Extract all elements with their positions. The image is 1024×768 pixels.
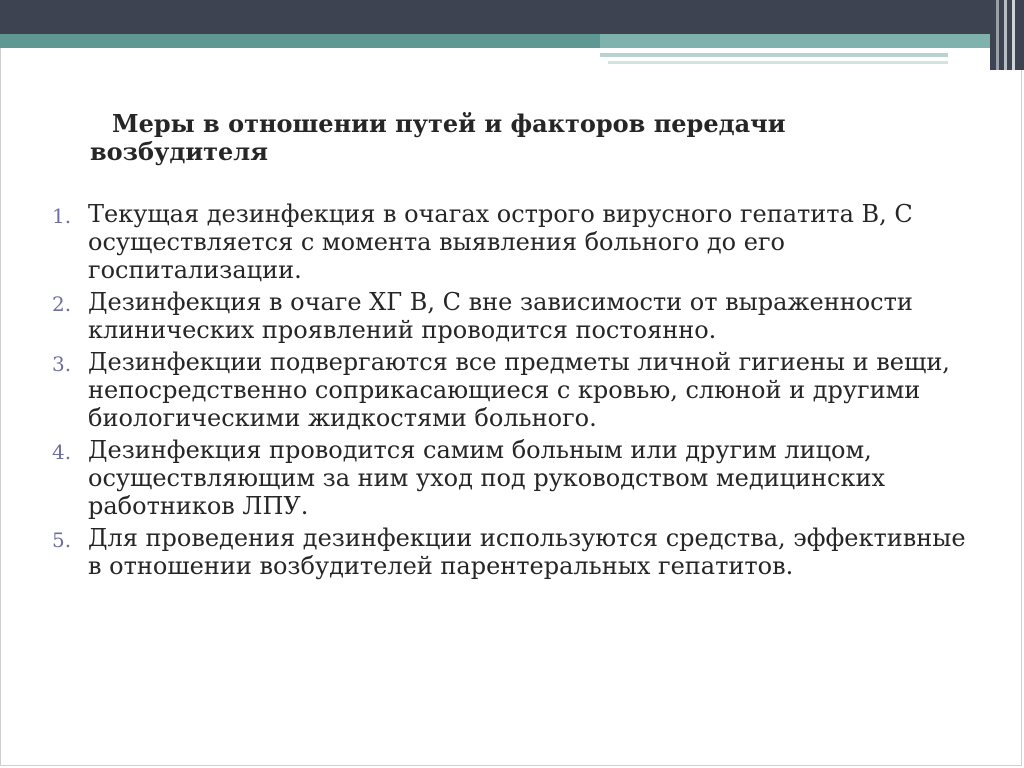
item-number: 2. — [52, 292, 72, 316]
list-item — [40, 288, 970, 344]
header-band-dark — [0, 0, 1024, 34]
item-text: Текущая дезинфекция в очагах острого вирусного гепатита В, С осуществляется с момента выявления больного до его госпитализации. — [88, 200, 913, 284]
list-item — [40, 348, 970, 432]
item-text: Дезинфекции подвергаются все предметы личной гигиены и вещи, непосредственно соприкасающиеся с кровью, слюной и другими биологическими жидкостями больного. — [88, 348, 950, 432]
stripe — [1012, 0, 1015, 70]
stripe — [996, 0, 999, 70]
header-band-teal-light — [600, 34, 1024, 48]
item-text: Дезинфекция проводится самим больным или другим лицом, осуществляющим за ним уход под руководством медицинских работников ЛПУ. — [88, 436, 886, 520]
item-number: 3. — [52, 352, 72, 376]
item-text: Дезинфекция в очаге ХГ В, С вне зависимости от выраженности клинических проявлений проводится постоянно. — [88, 288, 913, 344]
accent-line — [608, 61, 948, 64]
list-item — [40, 436, 970, 520]
list-item — [40, 200, 970, 284]
item-number: 4. — [52, 440, 72, 464]
slide-title: Меры в отношении путей и факторов передачи возбудителя — [90, 109, 786, 166]
header-stripes — [990, 0, 1024, 70]
measures-list — [40, 200, 970, 584]
header-accent-lines — [600, 48, 1024, 70]
list-item — [40, 524, 970, 580]
item-text: Для проведения дезинфекции используются средства, эффективные в отношении возбудителей парентеральных гепатитов. — [88, 524, 966, 580]
stripe — [1004, 0, 1007, 70]
accent-line — [600, 53, 948, 57]
item-number: 5. — [52, 528, 72, 552]
item-number: 1. — [52, 204, 72, 228]
